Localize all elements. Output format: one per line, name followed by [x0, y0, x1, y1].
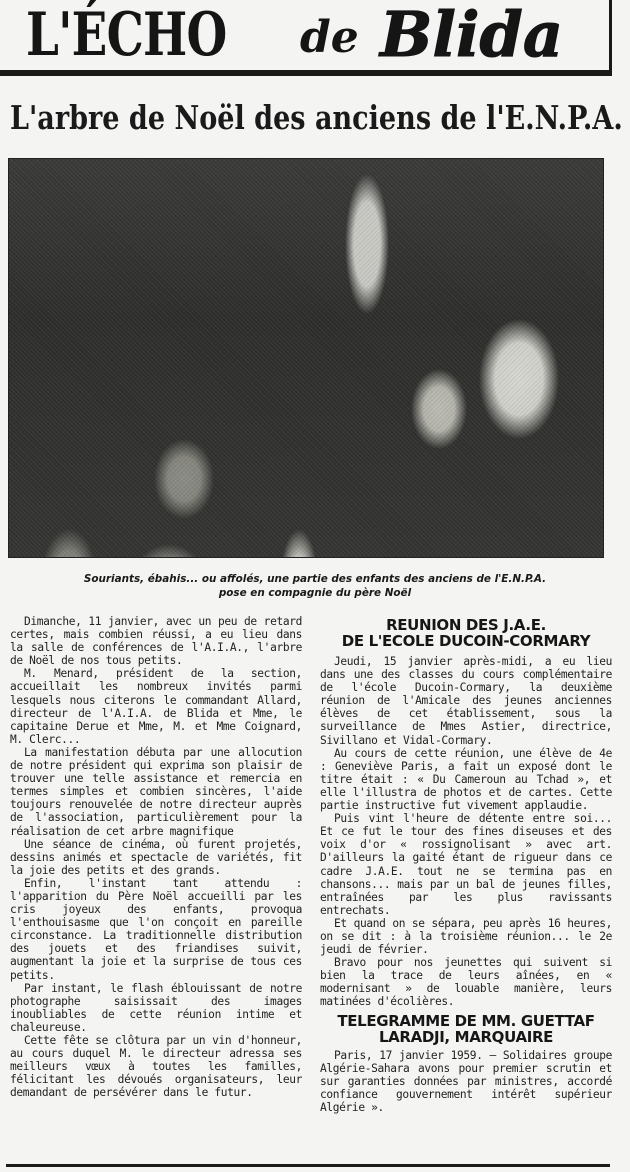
article-photo [8, 158, 604, 558]
article-paragraph: Dimanche, 11 janvier, avec un peu de retard certes, mais combien réussi, a eu lieu dans la salle de conférences de l'A.I.A., l'arbre de Noël de nos tous petits. [10, 615, 302, 668]
article-body-right-column [320, 615, 612, 1114]
article-body-left-column [10, 615, 302, 1099]
masthead-title-de: de [300, 12, 359, 63]
masthead [0, 0, 612, 76]
article-headline: L'arbre de Noël des anciens de l'E.N.P.A. [10, 98, 623, 137]
article3-headline-line-2: LARADJI, MARQUAIRE [378, 1027, 554, 1046]
article3-headline [320, 1013, 612, 1045]
masthead-title-echo: L'ÉCHO [26, 0, 227, 70]
photo-halftone [9, 159, 603, 557]
article2-paragraph: Bravo pour nos jeunettes qui suivent si bien la trace de leurs aînées, en « modernisant » de louable manière, leurs matinées d'écolières. [320, 956, 612, 1009]
masthead-title-blida: Blida [380, 0, 564, 71]
article-paragraph: Cette fête se clôtura par un vin d'honneur, au cours duquel M. le directeur adressa ses meilleurs vœux à toutes les familles, félicitant les dévoués organisateurs, leur demandant de persévérer dans le futur. [10, 1034, 302, 1100]
article3-headline-line-1: TELEGRAMME DE MM. GUETTAF [337, 1011, 595, 1030]
article-paragraph: Par instant, le flash éblouissant de notre photographe saisissait des images inoubliables de cette réunion intime et chaleureuse. [10, 981, 302, 1034]
article-paragraph: Une séance de cinéma, où furent projetés, dessins animés et spectacle de variétés, fit la joie des petits et des grands. [10, 837, 302, 877]
photo-caption [0, 572, 630, 600]
article2-headline [320, 617, 612, 649]
article2-paragraph: Au cours de cette réunion, une élève de 4e : Geneviève Paris, a fait un exposé dont le titre était : « Du Cameroun au Tchad », et elle l'illustra de photos et de cartes. Cette partie instructive fut vivement applaudie. [320, 746, 612, 813]
article2-paragraph: Puis vint l'heure de détente entre soi... Et ce fut le tour des fines diseuses et des voix d'or « rossignolisant » avec art. D'ailleurs la gaité étant de rigueur dans ce cadre J.A.E. tout ne se termina pas en chansons... mais par un bal de jeunes filles, entraînées par les plus ravissants entrechats. [320, 812, 612, 917]
article-paragraph: Enfin, l'instant tant attendu : l'apparition du Père Noël accueilli par les cris joyeux des enfants, provoqua l'enthouisasme que l'on conçoit en pareille circonstance. La traditionnelle distribution des jouets et des friandises suivit, augmentant la joie et la surprise de tous ces petits. [10, 876, 302, 982]
article2-paragraph: Jeudi, 15 janvier après-midi, a eu lieu dans une des classes du cours complémentaire de l'école Ducoin-Cormary, la deuxième réunion de l'Amicale des jeunes anciennes élèves de cet établissement, sous la surveillance de Mmes Astier, directrice, Sivillano et Vidal-Cormary. [320, 655, 612, 747]
caption-line-1: Souriants, ébahis... ou affolés, une partie des enfants des anciens de l'E.N.P.A. [83, 573, 547, 585]
caption-line-2: pose en compagnie du père Noël [218, 587, 412, 599]
article2-paragraph: Et quand on se sépara, peu après 16 heures, on se dit : à la troisième réunion... le 2e jeudi de février. [320, 916, 612, 957]
article-paragraph: M. Menard, président de la section, accueillait les nombreux invités parmi lesquels nous citerons le commandant Allard, directeur de l'A.I.A. de Blida et Mme, le capitaine Derue et Mme, M. et Mme Coignard, M. Clerc... [10, 667, 302, 746]
article-paragraph: La manifestation débuta par une allocution de notre président qui exprima son plaisir de trouver une telle assistance et remercia en termes simples et combien sincères, l'aide toujours renouvelée de notre directeur auprès de l'association, particulièrement pour la réalisation de cet arbre magnifique [10, 745, 302, 838]
bottom-rule [6, 1164, 610, 1167]
article2-headline-line-2: DE L'ECOLE DUCOIN-CORMARY [341, 632, 591, 650]
article2-headline-line-1: REUNION DES J.A.E. [386, 616, 546, 634]
article3-paragraph: Paris, 17 janvier 1959. — Solidaires groupe Algérie-Sahara avons pour premier scrutin et sur garanties données par ministres, accordé confiance gouvernement intérêt supérieur Algérie ». [320, 1048, 612, 1114]
